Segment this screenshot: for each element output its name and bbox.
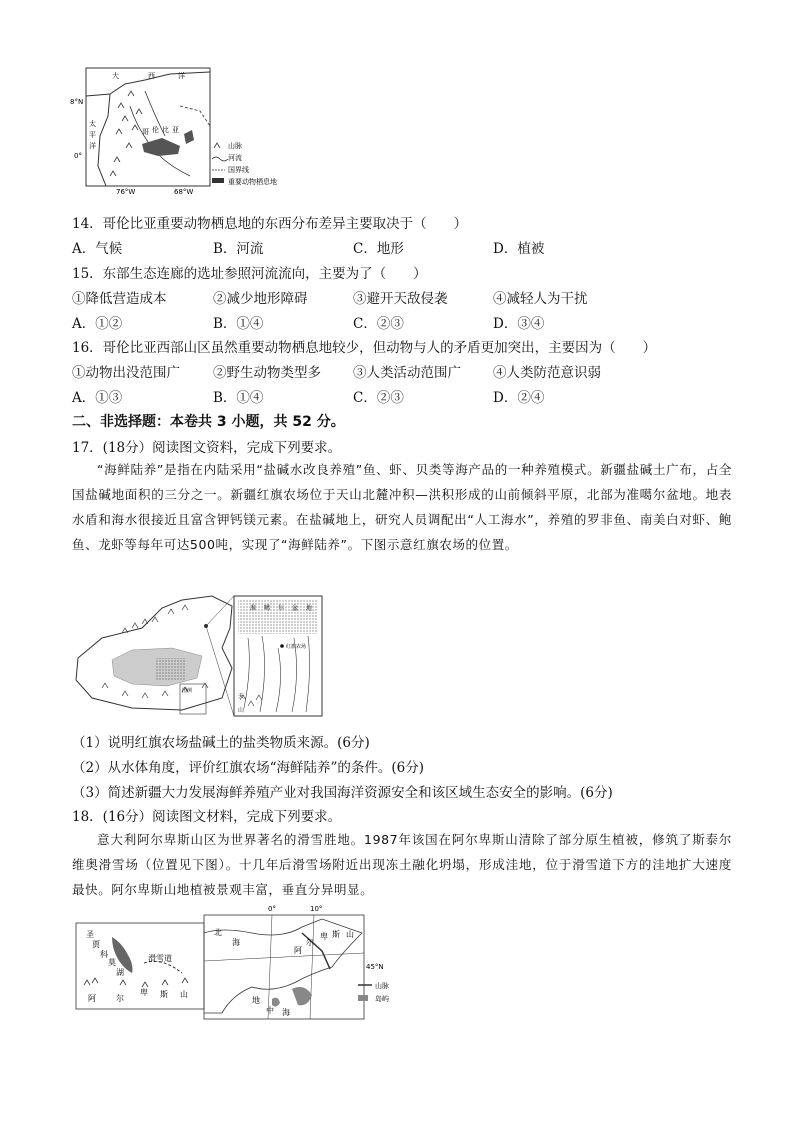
map-label: 斯 (160, 990, 168, 999)
legend-label: 重要动物栖息地 (228, 178, 277, 186)
q16-choice-3: ③人类活动范围广 (353, 365, 461, 381)
q14-option-b: B．河流 (213, 241, 264, 257)
q17-paragraph: “海鲜陆养”是指在内陆采用“盐碱水改良养殖”鱼、虾、贝类等海产品的一种养殖模式。新疆盐碱土广布，占全国盐碱地面积的三分之一。新疆红旗农场位于天山北麓冲积—洪积形成的山前倾斜平原，北部为准噶尔盆地。地表水盾和海水很接近且富含钾钙镁元素。在盐碱地上，研究人员调配出“人工海水”，养殖的罗非鱼、南美白对虾、鲍鱼、龙虾等每年可达500吨，实现了“海鲜陆养”。下图示意红旗农场的位置。 (72, 462, 732, 552)
q15-option-d: D．③④ (493, 316, 545, 332)
q16-option-c: C．②③ (353, 390, 404, 406)
map-label: 山 (180, 990, 188, 999)
legend-label: 山脉 (228, 142, 242, 150)
q16-stem: 16．哥伦比亚西部山区虽然重要动物栖息地较少，但动物与人的矛盾更加突出，主要因为（ ） (72, 340, 657, 356)
map-label: 亚 (172, 126, 179, 134)
map-label: 北 (214, 928, 222, 937)
map-label: 科 (100, 950, 108, 959)
q16-choice-1: ①动物出没范围广 (72, 365, 180, 381)
q15-choice-3: ③避开天敌侵袭 (353, 291, 448, 307)
map-label: 地 (252, 996, 260, 1005)
lon-label: 76°W (116, 188, 136, 196)
hongqi-farm-map (72, 588, 324, 718)
map-label: 圣 (86, 930, 94, 939)
map-label: 卑 (140, 988, 148, 997)
map-label: 地 (306, 605, 313, 612)
map-label: 西 (148, 72, 155, 80)
map-label: 斯 (332, 930, 340, 939)
map-label: 天 (238, 693, 245, 700)
q17-title: 17．(18分）阅读图文资料，完成下列要求。 (72, 440, 342, 456)
q18-title: 18．(16分）阅读图文材料，完成下列要求。 (72, 809, 342, 825)
map-label: 阿 (88, 994, 96, 1003)
q15-option-b: B．①④ (213, 316, 264, 332)
q16-choice-2: ②野生动物类型多 (213, 365, 321, 381)
q17-sub3: （3）简述新疆大力发展海鲜养殖产业对我国海洋资源安全和该区域生态安全的影响。(6分) (72, 785, 613, 801)
alps-map (72, 903, 402, 1023)
map-label: 中 (266, 1006, 274, 1015)
map-label: 尔 (278, 605, 285, 612)
lon-label: 0° (268, 905, 276, 913)
q16-option-d: D．②④ (493, 390, 545, 406)
map-label: 噶 (264, 605, 271, 612)
map-label: 卑 (320, 932, 328, 941)
habitat-legend-icon (212, 178, 224, 183)
q16-choice-4: ④人类防范意识弱 (493, 365, 601, 381)
island-legend-icon (358, 995, 368, 1001)
map-label: 红旗农场 (286, 644, 307, 650)
q14-option-d: D．植被 (493, 241, 545, 257)
q16-option-b: B．①④ (213, 390, 264, 406)
legend-label: 岛屿 (375, 995, 389, 1003)
q15-option-c: C．②③ (353, 316, 404, 332)
mountain-legend-icon (214, 143, 220, 148)
legend-label: 图例 (182, 688, 193, 694)
farm-marker (280, 644, 284, 648)
lat-label: 0° (74, 152, 82, 160)
map-label: 太 (89, 120, 96, 128)
map-label: 阿 (294, 946, 302, 955)
map-label: 哥 (142, 128, 149, 136)
section-heading: 二、非选择题：本卷共 3 小题，共 52 分。 (72, 414, 345, 430)
q15-stem: 15．东部生态连廊的选址参照河流流向，主要为了（ ） (72, 266, 427, 282)
q17-sub2: （2）从水体角度，评价红旗农场“海鲜陆养”的条件。(6分) (72, 760, 425, 776)
map-label: 滑雪道 (148, 954, 172, 963)
map-label: 伦 (152, 126, 159, 134)
lat-label: 45°N (366, 963, 384, 971)
map-label: 莫 (108, 958, 116, 967)
q14-option-a: A．气候 (72, 241, 123, 257)
map-label: 洋 (178, 72, 185, 80)
map-label: 盆 (292, 605, 299, 612)
q14-option-c: C．地形 (353, 241, 404, 257)
map-label: 大 (112, 72, 119, 80)
map-label: 尔 (116, 994, 124, 1003)
map-label: 洋 (89, 142, 96, 150)
legend-label: 山脉 (375, 982, 389, 990)
q18-paragraph: 意大利阿尔卑斯山区为世界著名的滑雪胜地。1987年该国在阿尔卑斯山清除了部分原生植被，修筑了斯泰尔维奥滑雪场（位置见下图）。十几年后滑雪场附近出现冻土融化坍塌，形成洼地，位于滑雪道下方的洼地扩大速度最快。阿尔卑斯山地植被景观丰富，垂直分异明显。 (72, 832, 732, 897)
lon-label: 10° (310, 905, 323, 913)
map-label: 海 (282, 1008, 290, 1017)
q15-option-a: A．①② (72, 316, 123, 332)
legend-label: 国界线 (228, 166, 249, 174)
q15-choice-2: ②减少地形障碍 (213, 291, 308, 307)
map-label: 比 (162, 126, 169, 134)
q17-sub1: （1）说明红旗农场盐碱土的盐类物质来源。(6分) (72, 735, 370, 751)
q15-choice-4: ④减轻人为干扰 (493, 291, 588, 307)
map-label: 山 (238, 707, 245, 714)
lon-label: 68°W (174, 188, 194, 196)
legend-label: 河流 (228, 154, 242, 162)
lat-label: 8°N (70, 98, 84, 106)
map-label: 平 (89, 131, 96, 139)
map-label: 海 (232, 938, 240, 947)
map-label: 湖 (116, 968, 124, 977)
map-label: 准 (250, 605, 257, 612)
map-label: 尔 (306, 938, 314, 947)
q16-option-a: A．①③ (72, 390, 123, 406)
colombia-map (70, 66, 300, 196)
river-legend-icon (212, 157, 228, 161)
map-label: 山 (346, 930, 354, 939)
q14-stem: 14．哥伦比亚重要动物栖息地的东西分布差异主要取决于（ ） (72, 216, 468, 232)
q15-choice-1: ①降低营造成本 (72, 291, 167, 307)
map-label: 贾 (92, 940, 100, 949)
